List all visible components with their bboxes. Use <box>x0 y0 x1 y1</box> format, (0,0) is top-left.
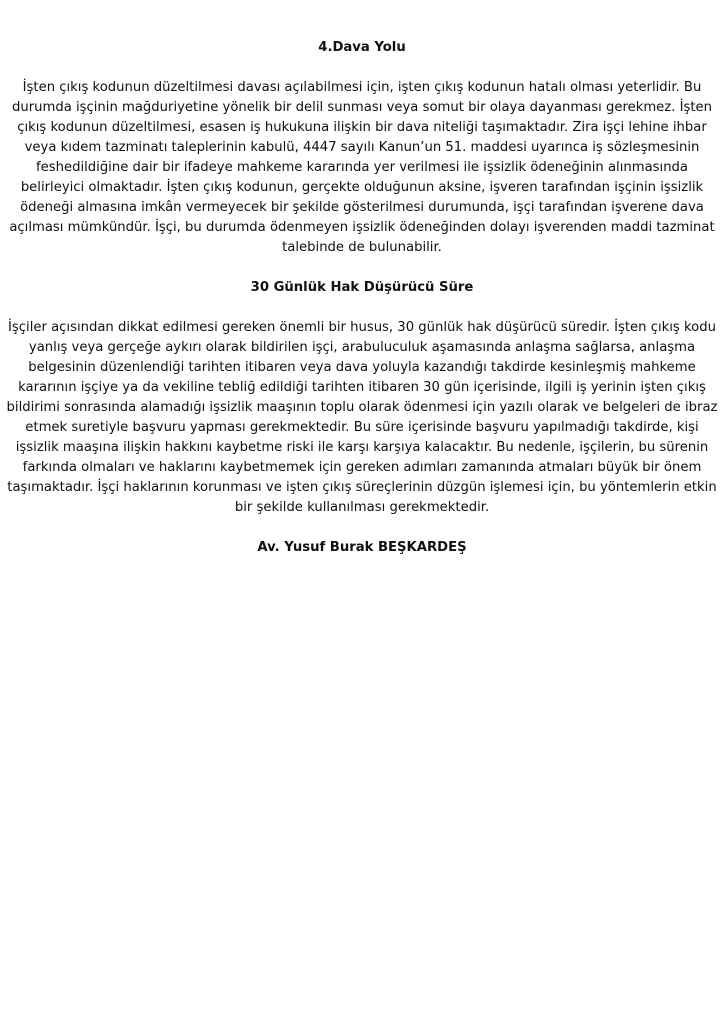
spacer <box>4 518 720 538</box>
spacer <box>4 258 720 278</box>
paragraph-dava-yolu: İşten çıkış kodunun düzeltilmesi davası açılabilmesi için, işten çıkış kodunun hatalı olması yeterlidir. Bu durumda işçinin mağduriyetine yönelik bir delil sunması veya somut bir olaya dayanması gerekmez. İşten çıkış kodunun düzeltilmesi, esasen iş hukukuna ilişkin bir dava niteliği taşımaktadır. Zira işçi lehine ihbar veya kıdem tazminatı taleplerinin kabulü, 4447 sayılı Kanun’un 51. maddesi uyarınca iş sözleşmesinin feshedildiğine dair bir ifadeye mahkeme kararında yer verilmesi ile işsizlik ödeneğinin alınmasında belirleyici olmaktadır. İşten çıkış kodunun, gerçekte olduğunun aksine, işveren tarafından işçinin işsizlik ödeneği almasına imkân vermeyecek bir şekilde gösterilmesi durumunda, işçi tarafından işverene dava açılması mümkündür. İşçi, bu durumda ödenmeyen işsizlik ödeneğinden dolayı işverenden maddi tazminat talebinde de bulunabilir. <box>9 80 715 255</box>
author-signature: Av. Yusuf Burak BEŞKARDEŞ <box>257 540 467 555</box>
section-heading-dava-yolu: 4.Dava Yolu <box>318 40 406 55</box>
spacer <box>4 298 720 318</box>
paragraph-hak-dusurucu-sure: İşçiler açısından dikkat edilmesi gereken önemli bir husus, 30 günlük hak düşürücü süredir. İşten çıkış kodu yanlış veya gerçeğe aykırı olarak bildirilen işçi, arabuluculuk aşamasında anlaşma sağlarsa, anlaşma belgesinin düzenlendiği tarihten itibaren veya dava yoluyla kazandığı takdirde kesinleşmiş mahkeme kararının işçiye ya da vekiline tebliğ edildiği tarihten itibaren 30 gün içerisinde, ilgili iş yerinin işten çıkış bildirimi sonrasında alamadığı işsizlik maaşının toplu olarak ödenmesi için yazılı olarak ve belgeleri de ibraz etmek suretiyle başvuru yapması gerekmektedir. Bu süre içerisinde başvuru yapılmadığı takdirde, kişi işsizlik maaşına ilişkin hakkını kaybetme riski ile karşı karşıya kalacaktır. Bu nedenle, işçilerin, bu sürenin farkında olmaları ve haklarını kaybetmemek için gereken adımları zamanında atmaları büyük bir önem taşımaktadır. İşçi haklarının korunması ve işten çıkış süreçlerinin düzgün işlemesi için, bu yöntemlerin etkin bir şekilde kullanılması gerekmektedir. <box>6 320 718 515</box>
section-heading-hak-dusurucu-sure: 30 Günlük Hak Düşürücü Süre <box>250 280 474 295</box>
spacer <box>4 58 720 78</box>
